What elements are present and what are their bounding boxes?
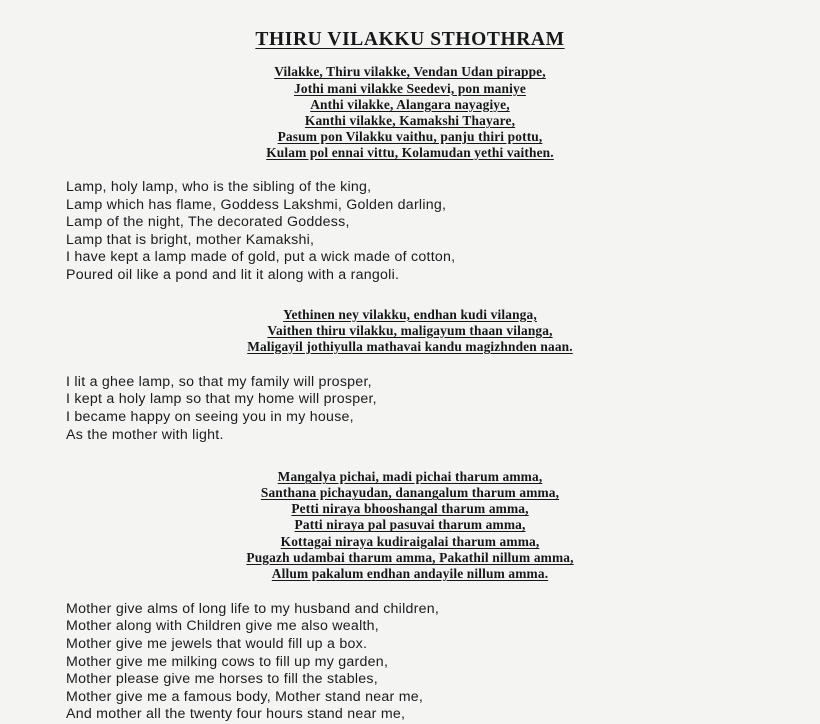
- stanza-line: I have kept a lamp made of gold, put a wick made of cotton,: [66, 249, 456, 266]
- verse-line: Kottagai niraya kudiraigalai tharum amma,: [280, 533, 540, 549]
- verse-line: Yethinen ney vilakku, endhan kudi vilanga,: [283, 306, 537, 322]
- stanza-line: Lamp, holy lamp, who is the sibling of the king,: [66, 178, 372, 195]
- stanza-line: As the mother with light.: [66, 426, 224, 443]
- stanza-line: Mother give me milking cows to fill up my garden,: [66, 653, 389, 670]
- translation-stanza-3: [0, 601, 820, 724]
- stanza-line: Lamp that is bright, mother Kamakshi,: [66, 231, 315, 248]
- verse-line: Vilakke, Thiru vilakke, Vendan Udan pirappe,: [274, 64, 546, 80]
- stanza-line: And mother all the twenty four hours stand near me,: [66, 706, 406, 723]
- stanza-line: Poured oil like a pond and lit it along with a rangoli.: [66, 266, 400, 283]
- verse-line: Allum pakalum endhan andayile nillum amma.: [271, 565, 549, 581]
- verse-block-2: [0, 307, 820, 355]
- verse-line: Jothi mani vilakke Seedevi, pon maniye: [294, 80, 526, 96]
- verse-block-3: [0, 469, 820, 582]
- stanza-line: Mother along with Children give me also wealth,: [66, 618, 379, 635]
- stanza-line: I kept a holy lamp so that my home will prosper,: [66, 391, 377, 408]
- stanza-line: I became happy on seeing you in my house,: [66, 409, 354, 426]
- stanza-line: Mother give me jewels that would fill up a box.: [66, 636, 368, 653]
- stanza-line: Mother please give me horses to fill the stables,: [66, 671, 378, 688]
- translation-stanza-1: [0, 179, 820, 285]
- page-title: THIRU VILAKKU STHOTHRAM: [255, 29, 565, 50]
- verse-line: Santhana pichayudan, danangalum tharum amma,: [260, 485, 560, 501]
- verse-line: Pugazh udambai tharum amma, Pakathil nillum amma,: [246, 549, 574, 565]
- verse-line: Patti niraya pal pasuvai tharum amma,: [294, 517, 526, 533]
- verse-line: Petti niraya bhooshangal tharum amma,: [291, 501, 529, 517]
- verse-block-1: [0, 64, 820, 161]
- stanza-line: Lamp which has flame, Goddess Lakshmi, Golden darling,: [66, 196, 447, 213]
- verse-line: Vaithen thiru vilakku, maligayum thaan vilanga,: [267, 322, 553, 338]
- stanza-line: Lamp of the night, The decorated Goddess,: [66, 214, 350, 231]
- verse-line: Kanthi vilakke, Kamakshi Thayare,: [304, 112, 516, 128]
- translation-stanza-2: [0, 374, 820, 444]
- verse-line: Pasum pon Vilakku vaithu, panju thiri pottu,: [277, 128, 543, 144]
- verse-line: Kulam pol ennai vittu, Kolamudan yethi vaithen.: [266, 144, 554, 160]
- verse-line: Anthi vilakke, Alangara nayagiye,: [310, 96, 510, 112]
- stanza-line: I lit a ghee lamp, so that my family will prosper,: [66, 373, 372, 390]
- stanza-line: Mother give me a famous body, Mother stand near me,: [66, 688, 424, 705]
- verse-line: Maligayil jothiyulla mathavai kandu magizhnden naan.: [247, 338, 573, 354]
- verse-line: Mangalya pichai, madi pichai tharum amma,: [277, 469, 543, 485]
- stanza-line: Mother give alms of long life to my husband and children,: [66, 600, 440, 617]
